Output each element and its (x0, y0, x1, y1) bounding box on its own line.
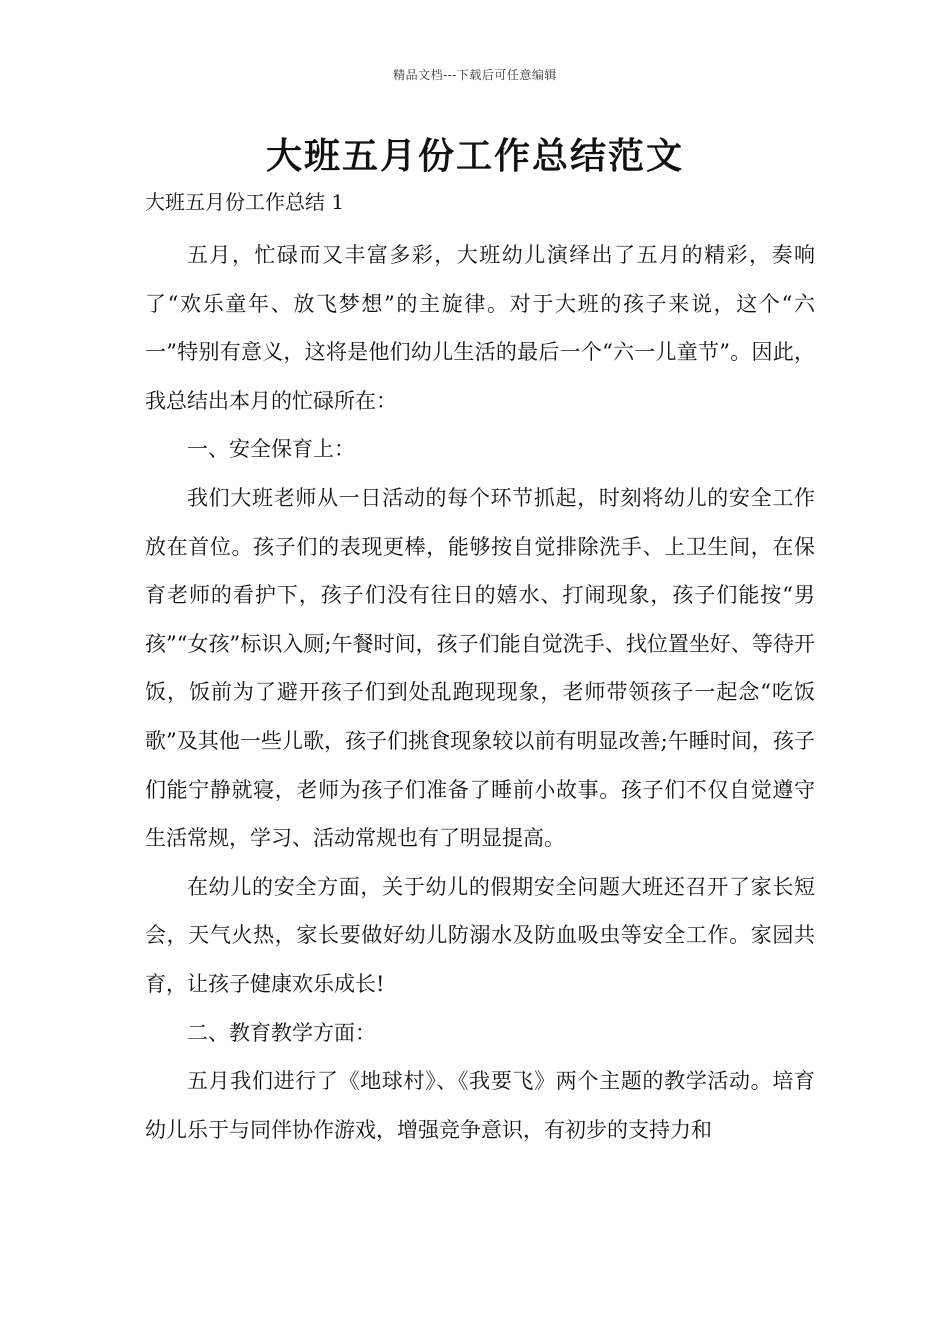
heading-education: 二、教育教学方面： (187, 1020, 376, 1045)
paragraph-holiday-safety: 在幼儿的安全方面，关于幼儿的假期安全问题大班还召开了家长短会，天气火热，家长要做好幼儿防溺水及防血吸虫等安全工作。家园共育，让孩子健康欢乐成长! (145, 874, 815, 996)
section-subtitle: 大班五月份工作总结 1 (145, 190, 345, 214)
paragraph-intro: 五月，忙碌而又丰富多彩，大班幼儿演绎出了五月的精彩，奏响了“欢乐童年、放飞梦想”的主旋律。对于大班的孩子来说，这个“六一”特别有意义，这将是他们幼儿生活的最后一个“六一儿童节”。因此，我总结出本月的忙碌所在： (145, 243, 815, 413)
document-title: 大班五月份工作总结范文 (265, 136, 684, 177)
header-note: 精品文档---下载后可任意编辑 (393, 68, 557, 82)
document-body (145, 231, 815, 1154)
paragraph-education: 五月我们进行了《地球村》、《我要飞》两个主题的教学活动。培育幼儿乐于与同伴协作游戏，增强竞争意识，有初步的支持力和 (145, 1069, 815, 1142)
paragraph-safety-care: 我们大班老师从一日活动的每个环节抓起，时刻将幼儿的安全工作放在首位。孩子们的表现更棒，能够按自觉排除洗手、上卫生间，在保育老师的看护下，孩子们没有往日的嬉水、打闹现象，孩子们能按“男孩”“女孩”标识入厕;午餐时间，孩子们能自觉洗手、找位置坐好、等待开饭，饭前为了避开孩子们到处乱跑现现象，老师带领孩子一起念“吃饭歌”及其他一些儿歌，孩子们挑食现象较以前有明显改善;午睡时间，孩子们能宁静就寝，老师为孩子们准备了睡前小故事。孩子们不仅自觉遵守生活常规，学习、活动常规也有了明显提高。 (145, 485, 815, 851)
heading-safety: 一、安全保育上： (187, 437, 355, 462)
